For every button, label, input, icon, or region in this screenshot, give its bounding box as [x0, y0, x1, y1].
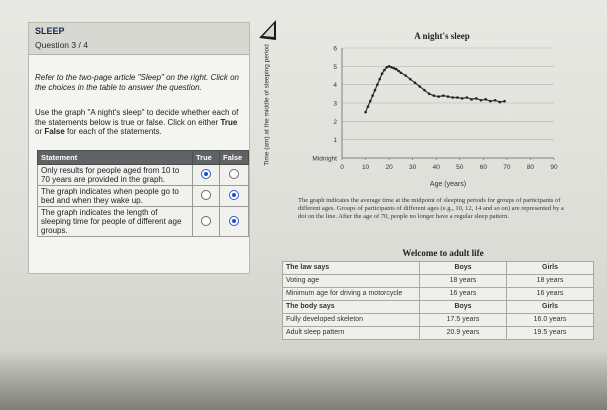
x-tick-label: 50	[456, 164, 464, 171]
girls-header: Girls	[507, 301, 594, 314]
y-axis-label: Time (am) at the middle of sleeping period	[263, 44, 271, 166]
boys-value: 17.5 years	[420, 314, 507, 327]
question-panel	[28, 22, 250, 274]
true-radio[interactable]	[201, 216, 211, 226]
true-radio[interactable]	[201, 190, 211, 200]
row-label: Minimum age for driving a motorcycle	[283, 288, 420, 301]
boys-value: 20.9 years	[420, 327, 507, 340]
row-label: Voting age	[283, 275, 420, 288]
statement-text: The graph indicates the length of sleeping time for people of different age groups.	[38, 207, 193, 237]
instruction-line: Use the graph "A night's sleep" to decide whether each of the statements below is true or false. Click on either	[35, 108, 239, 127]
section-subtitle: Welcome to adult life	[402, 248, 484, 258]
statement-table	[37, 150, 249, 237]
data-point	[451, 96, 454, 99]
x-tick-label: 30	[409, 164, 417, 171]
data-point	[494, 99, 497, 102]
girls-value: 16 years	[507, 288, 594, 301]
data-point	[395, 68, 398, 71]
data-point	[461, 97, 464, 100]
data-point	[400, 71, 403, 74]
sleep-chart	[300, 40, 570, 195]
statement-text: Only results for people aged from 10 to 70 years are provided in the graph.	[38, 165, 193, 186]
data-point	[499, 101, 502, 104]
data-point	[397, 70, 400, 73]
x-tick-label: 20	[385, 164, 393, 171]
data-point	[466, 96, 469, 99]
false-radio[interactable]	[229, 190, 239, 200]
data-point	[423, 89, 426, 92]
data-point	[433, 94, 436, 97]
x-tick-label: 90	[550, 164, 558, 171]
instruction-text: Refer to the two-page article "Sleep" on the right. Click on the choices in the table to answer the question.	[35, 73, 240, 92]
data-point	[428, 93, 431, 96]
instruction-end: for each of the statements.	[64, 127, 162, 136]
x-tick-label: 60	[479, 164, 487, 171]
data-point	[489, 100, 492, 103]
data-point	[442, 94, 445, 97]
data-point	[409, 78, 412, 81]
data-point	[437, 95, 440, 98]
data-point	[447, 95, 450, 98]
data-point	[475, 97, 478, 100]
instruction-true-word: True	[220, 117, 238, 127]
y-tick-label: 6	[333, 45, 337, 53]
data-point	[484, 98, 487, 101]
adult-life-table	[282, 261, 594, 340]
x-tick-label: 70	[503, 164, 511, 171]
x-tick-label: 80	[526, 164, 535, 171]
girls-value: 18 years	[507, 275, 594, 288]
mouse-cursor-icon	[256, 18, 278, 44]
girls-value: 16.0 years	[507, 314, 594, 327]
girls-value: 19.5 years	[507, 327, 594, 340]
data-point	[383, 69, 386, 72]
data-point	[385, 66, 388, 69]
false-radio[interactable]	[229, 169, 239, 179]
x-tick-label: 40	[432, 164, 440, 171]
data-point	[371, 94, 374, 97]
body-header: The body says	[283, 301, 420, 314]
y-axis-label-wrap	[262, 44, 272, 166]
chart-title: A night's sleep	[414, 31, 470, 41]
instruction-false-word: False	[44, 127, 65, 136]
data-point	[369, 100, 372, 103]
false-radio-cell	[220, 186, 249, 207]
chart-caption: The graph indicates the average time at the midpoint of sleeping periods for groups of participants of different ages. Groups of participants of different ages (e.g., 10, 12, 14 and so on) are represented by a dot on the line. After the age of 70, people no longer have a regular sleep pattern.	[298, 197, 564, 220]
data-point	[381, 72, 384, 75]
law-header: The law says	[283, 262, 420, 275]
statement-table-header	[38, 151, 249, 165]
series-line	[366, 66, 505, 112]
statement-row	[38, 207, 249, 237]
boys-header: Boys	[420, 301, 507, 314]
data-point	[374, 89, 377, 92]
y-tick-label: 2	[333, 118, 337, 126]
data-point	[388, 65, 391, 68]
boys-header: Boys	[420, 262, 507, 275]
x-tick-label: 0	[340, 164, 344, 171]
data-point	[367, 105, 370, 108]
table-row	[283, 314, 594, 327]
true-radio-cell	[193, 165, 220, 186]
question-header	[29, 23, 249, 55]
y-tick-label: 4	[333, 82, 337, 90]
x-tick-label: 10	[361, 164, 370, 171]
instruction-text-2	[29, 108, 249, 137]
data-point	[378, 78, 381, 81]
true-radio-cell	[193, 207, 220, 237]
y-tick-label: 3	[333, 100, 337, 108]
false-radio-cell	[220, 165, 249, 186]
false-radio[interactable]	[229, 216, 239, 226]
statement-text: The graph indicates when people go to bed and when they wake up.	[38, 186, 193, 207]
table-row	[283, 288, 594, 301]
question-counter: Question 3 / 4	[35, 40, 88, 50]
data-point	[390, 66, 393, 69]
boys-value: 18 years	[420, 275, 507, 288]
screen-shadow	[0, 350, 607, 410]
statement-row	[38, 165, 249, 186]
data-point	[404, 74, 407, 77]
data-point	[418, 85, 421, 88]
instruction-or: or	[35, 127, 45, 136]
law-header-row	[283, 262, 594, 275]
data-point	[480, 99, 483, 102]
data-point	[376, 83, 379, 86]
girls-header: Girls	[507, 262, 594, 275]
true-header: True	[193, 151, 220, 165]
body-header-row	[283, 301, 594, 314]
y-tick-label: 1	[333, 137, 337, 145]
false-header: False	[220, 151, 249, 165]
true-radio[interactable]	[201, 169, 211, 179]
data-point	[364, 111, 367, 114]
statement-header: Statement	[38, 151, 193, 165]
data-point	[503, 100, 506, 103]
row-label: Fully developed skeleton	[283, 314, 420, 327]
table-row	[283, 275, 594, 288]
x-axis-label: Age (years)	[429, 181, 467, 188]
false-radio-cell	[220, 207, 249, 237]
y-tick-label: 5	[333, 63, 337, 71]
y-tick-label: Midnight	[312, 155, 337, 163]
true-radio-cell	[193, 186, 220, 207]
data-point	[456, 96, 459, 99]
data-point	[470, 98, 473, 101]
unit-title: SLEEP	[35, 26, 65, 36]
data-point	[414, 82, 417, 85]
statement-row	[38, 186, 249, 207]
table-row	[283, 327, 594, 340]
row-label: Adult sleep pattern	[283, 327, 420, 340]
boys-value: 16 years	[420, 288, 507, 301]
data-point	[393, 67, 396, 70]
